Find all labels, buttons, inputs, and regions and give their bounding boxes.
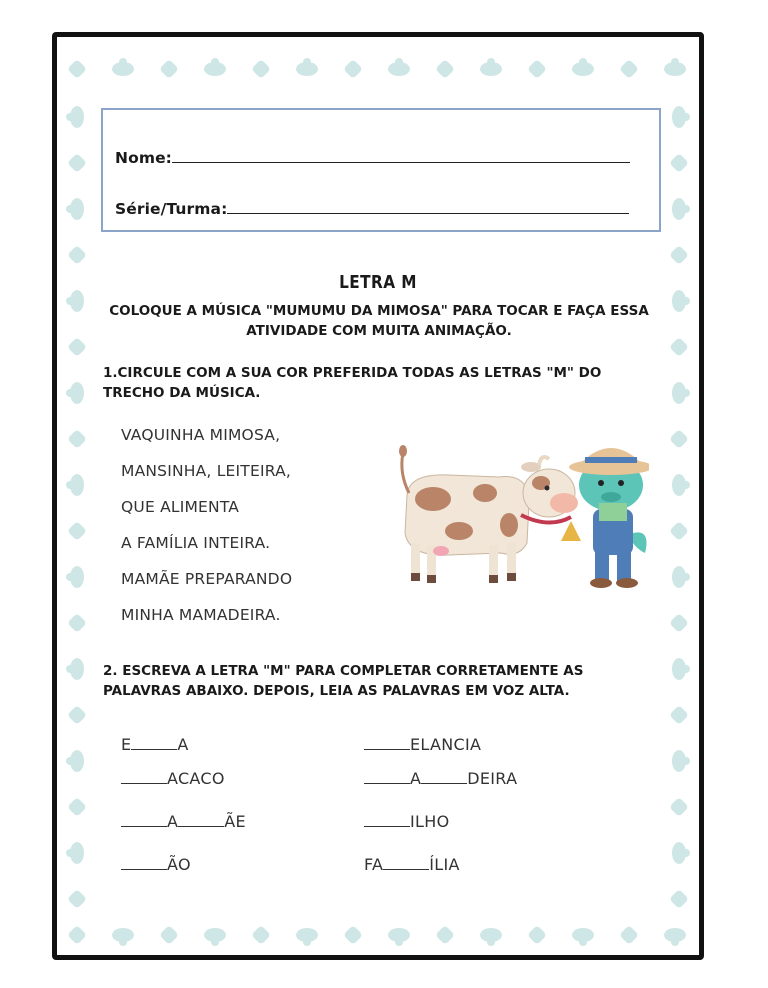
decorative-motif	[669, 613, 689, 633]
word-blank[interactable]: ÃO	[121, 855, 191, 874]
word-blank[interactable]: ELANCIA	[364, 735, 481, 754]
name-field[interactable]	[115, 148, 630, 167]
decorative-motif	[672, 566, 690, 588]
decorative-motif	[66, 750, 84, 772]
decorative-motif	[619, 59, 639, 79]
decorative-motif	[112, 58, 134, 76]
blank-line[interactable]	[121, 814, 167, 827]
decorative-motif	[67, 337, 87, 357]
class-label: Série/Turma:	[115, 200, 228, 218]
decorative-motif	[672, 290, 690, 312]
decorative-motif	[343, 925, 363, 945]
decorative-motif	[480, 58, 502, 76]
decorative-motif	[66, 290, 84, 312]
decorative-motif	[204, 58, 226, 76]
blank-line[interactable]	[178, 814, 224, 827]
decorative-motif	[435, 925, 455, 945]
lyric-line: A FAMÍLIA INTEIRA.	[121, 534, 271, 552]
blank-line[interactable]	[364, 771, 410, 784]
blank-line[interactable]	[121, 857, 167, 870]
page-title: LETRA M	[339, 272, 417, 293]
question-1: 1.CIRCULE COM A SUA COR PREFERIDA TODAS AS LETRAS "M" DO TRECHO DA MÚSICA.	[103, 365, 602, 401]
lyric-line: MAMÃE PREPARANDO	[121, 570, 293, 588]
decorative-motif	[435, 59, 455, 79]
decorative-motif	[669, 705, 689, 725]
decorative-motif	[388, 928, 410, 946]
blank-line[interactable]	[364, 737, 410, 750]
lyric-line: MINHA MAMADEIRA.	[121, 606, 281, 624]
decorative-motif	[112, 928, 134, 946]
decorative-motif	[669, 245, 689, 265]
decorative-motif	[296, 58, 318, 76]
class-line[interactable]	[227, 199, 629, 214]
decorative-motif	[66, 106, 84, 128]
decorative-motif	[672, 750, 690, 772]
decorative-motif	[66, 382, 84, 404]
song-lyrics	[121, 423, 292, 639]
decorative-motif	[67, 59, 87, 79]
decorative-motif	[619, 925, 639, 945]
decorative-motif	[67, 889, 87, 909]
word-blank[interactable]: A DEIRA	[364, 769, 517, 788]
decorative-motif	[66, 474, 84, 496]
decorative-motif	[672, 658, 690, 680]
blank-line[interactable]	[383, 857, 429, 870]
cow-and-farmer-illustration	[389, 433, 649, 598]
lyric-line: QUE ALIMENTA	[121, 498, 240, 516]
decorative-motif	[66, 198, 84, 220]
decorative-motif	[66, 658, 84, 680]
decorative-motif	[672, 474, 690, 496]
word-blank[interactable]: FA ÍLIA	[364, 855, 460, 874]
student-info-box	[101, 108, 661, 232]
name-line[interactable]	[172, 148, 630, 163]
decorative-motif	[159, 59, 179, 79]
decorative-motif	[67, 705, 87, 725]
blank-line[interactable]	[121, 771, 167, 784]
decorative-motif	[669, 153, 689, 173]
decorative-motif	[67, 429, 87, 449]
decorative-motif	[67, 613, 87, 633]
decorative-motif	[527, 59, 547, 79]
instruction-text: COLOQUE A MÚSICA "MUMUMU DA MIMOSA" PARA TOCAR E FAÇA ESSA ATIVIDADE COM MUITA ANIMAÇÃO.	[109, 303, 649, 339]
decorative-motif	[67, 245, 87, 265]
decorative-motif	[572, 928, 594, 946]
class-field[interactable]	[115, 199, 629, 218]
blank-line[interactable]	[131, 737, 177, 750]
word-blank[interactable]: ILHO	[364, 812, 449, 831]
decorative-motif	[480, 928, 502, 946]
decorative-motif	[669, 521, 689, 541]
decorative-motif	[296, 928, 318, 946]
question-2: 2. ESCREVA A LETRA "M" PARA COMPLETAR CORRETAMENTE AS PALAVRAS ABAIXO. DEPOIS, LEIA AS PALAVRAS EM VOZ ALTA.	[103, 663, 584, 699]
decorative-motif	[66, 842, 84, 864]
word-blank[interactable]: ACACO	[121, 769, 225, 788]
decorative-motif	[66, 566, 84, 588]
word-blank[interactable]: E A	[121, 735, 189, 754]
decorative-motif	[67, 797, 87, 817]
lyric-line: VAQUINHA MIMOSA,	[121, 426, 281, 444]
decorative-motif	[672, 198, 690, 220]
decorative-motif	[672, 382, 690, 404]
decorative-motif	[669, 889, 689, 909]
lyric-line: MANSINHA, LEITEIRA,	[121, 462, 291, 480]
word-blank[interactable]: A ÃE	[121, 812, 246, 831]
decorative-motif	[67, 925, 87, 945]
blank-line[interactable]	[421, 771, 467, 784]
decorative-motif	[159, 925, 179, 945]
decorative-motif	[204, 928, 226, 946]
decorative-motif	[672, 106, 690, 128]
decorative-motif	[572, 58, 594, 76]
decorative-motif	[669, 429, 689, 449]
decorative-motif	[664, 928, 686, 946]
blank-line[interactable]	[364, 814, 410, 827]
name-label: Nome:	[115, 149, 172, 167]
decorative-motif	[67, 153, 87, 173]
worksheet	[52, 32, 704, 960]
decorative-motif	[343, 59, 363, 79]
decorative-motif	[664, 58, 686, 76]
decorative-motif	[67, 521, 87, 541]
decorative-motif	[669, 337, 689, 357]
decorative-motif	[251, 925, 271, 945]
decorative-motif	[251, 59, 271, 79]
decorative-motif	[672, 842, 690, 864]
decorative-motif	[527, 925, 547, 945]
decorative-motif	[388, 58, 410, 76]
decorative-motif	[669, 797, 689, 817]
